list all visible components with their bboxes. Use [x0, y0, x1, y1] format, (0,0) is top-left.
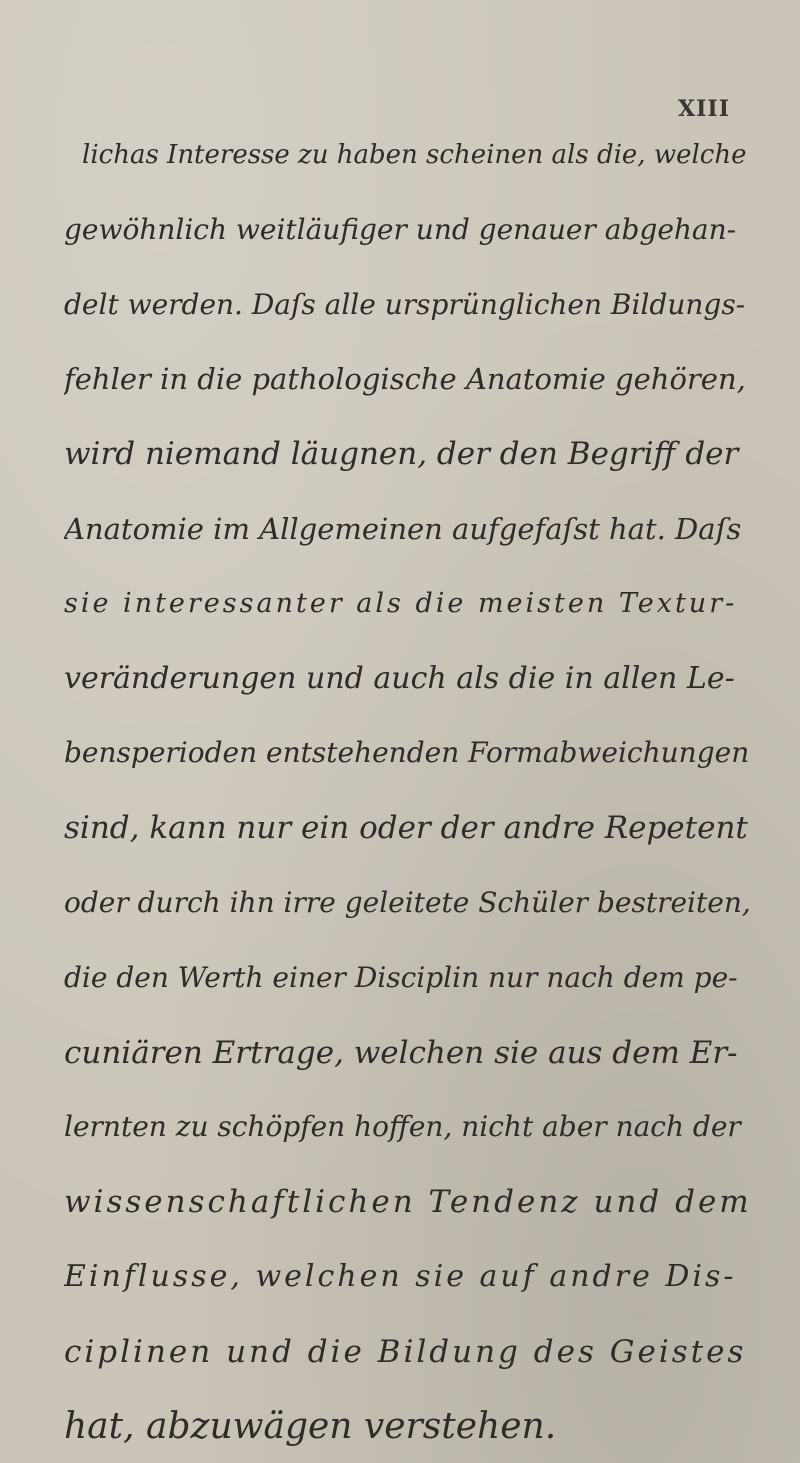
text-line: Anatomie im Allgemeinen aufgefaſst hat. Daſs: [64, 511, 742, 546]
text-line: wird niemand läugnen, der den Begriff der: [64, 436, 739, 473]
text-line: veränderungen und auch als die in allen Le-: [64, 660, 735, 696]
text-line: sie interessanter als die meisten Textur-: [64, 587, 738, 619]
text-line: bensperioden entstehenden Formabweichungen: [64, 736, 750, 770]
text-line: lichas Interesse zu haben scheinen als die, welche: [82, 140, 747, 170]
text-line: sind, kann nur ein oder der andre Repetent: [64, 810, 748, 847]
text-line: hat, abzuwägen verstehen.: [64, 1405, 557, 1447]
text-line: Einflusse, welchen sie auf andre Dis-: [64, 1258, 737, 1294]
text-line: fehler in die pathologische Anatomie gehören,: [64, 362, 746, 397]
text-line: oder durch ihn irre geleitete Schüler bestreiten,: [64, 885, 751, 919]
text-line: lernten zu schöpfen hoffen, nicht aber nach der: [64, 1110, 741, 1144]
text-line: delt werden. Daſs alle ursprünglichen Bildungs-: [64, 287, 746, 321]
text-line: ciplinen und die Bildung des Geistes: [64, 1333, 747, 1370]
page-number: XIII: [678, 96, 730, 122]
text-line: die den Werth einer Disciplin nur nach dem pe-: [64, 960, 738, 994]
text-line: wissenschaftlichen Tendenz und dem: [64, 1184, 752, 1221]
body-text: [64, 118, 754, 1463]
text-line: cuniären Ertrage, welchen sie aus dem Er-: [64, 1034, 738, 1071]
text-line: gewöhnlich weitläufiger und genauer abgehan-: [64, 212, 737, 246]
